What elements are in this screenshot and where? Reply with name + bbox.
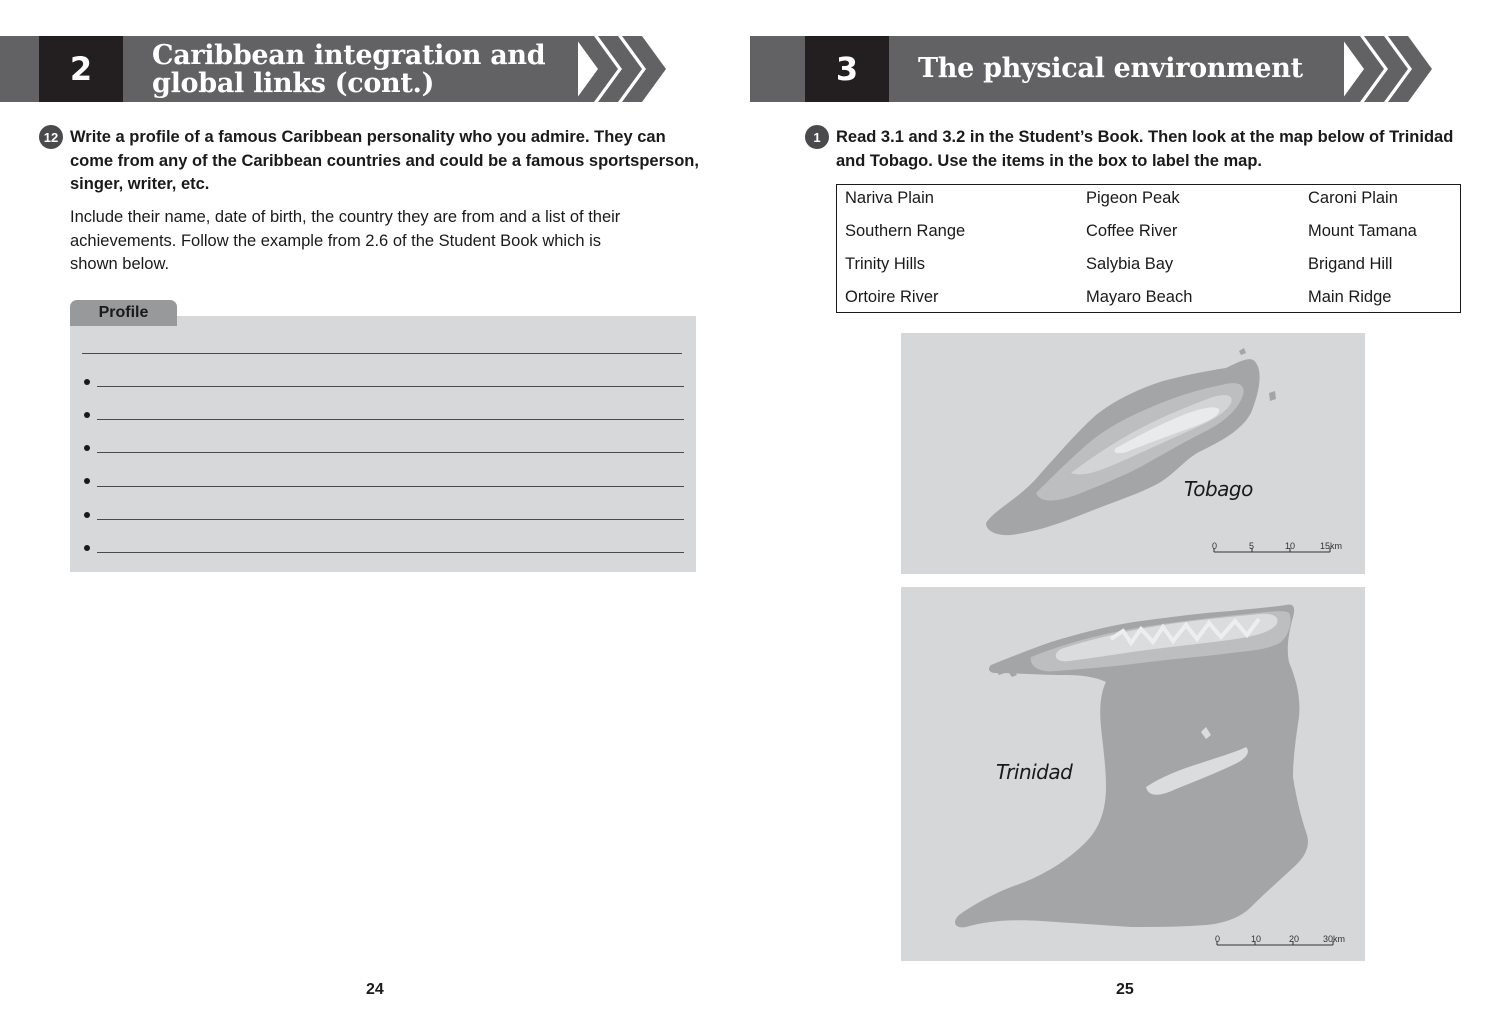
word-item: Caroni Plain	[1308, 189, 1398, 207]
page-number-left: 24	[366, 981, 384, 998]
scale-label: 0	[1215, 934, 1221, 944]
instruction-line: shown below.	[70, 255, 170, 273]
bullet	[84, 545, 90, 551]
trinidad-map	[901, 587, 1365, 961]
chevron-arrows-left	[574, 36, 666, 102]
chapter-title-line1: Caribbean integration and	[152, 40, 546, 71]
bullet	[84, 379, 90, 385]
tobago-island-shape	[901, 333, 1365, 574]
instruction-line: Include their name, date of birth, the country they are from and a list of their	[70, 208, 621, 226]
word-item: Mayaro Beach	[1086, 288, 1193, 306]
chapter-number-left: 2	[39, 36, 123, 102]
bullet	[84, 412, 90, 418]
trinidad-label: Trinidad	[996, 760, 1073, 784]
instruction-text	[70, 206, 710, 277]
question-line: singer, writer, etc.	[70, 175, 210, 193]
profile-name-line[interactable]	[82, 353, 682, 354]
chevron-arrows-right	[1340, 36, 1432, 102]
question-line: come from any of the Caribbean countries and could be a famous sportsperson,	[70, 151, 699, 170]
word-item: Southern Range	[845, 222, 966, 240]
word-item: Ortoire River	[845, 288, 939, 306]
word-item: Pigeon Peak	[1086, 189, 1180, 207]
question-number-badge-left: 12	[39, 125, 63, 149]
tobago-map	[901, 333, 1365, 574]
profile-achievement-line[interactable]	[97, 452, 684, 453]
scale-label: 15km	[1320, 541, 1343, 551]
scale-label: 5	[1249, 541, 1255, 551]
bullet	[84, 445, 90, 451]
scale-label: 10	[1285, 541, 1296, 551]
tobago-label: Tobago	[1184, 477, 1253, 501]
question-number-badge-right: 1	[805, 125, 829, 149]
word-item: Brigand Hill	[1308, 255, 1393, 273]
question-line: Write a profile of a famous Caribbean personality who you admire. They can	[70, 128, 666, 146]
instruction-line: achievements. Follow the example from 2.6 of the Student Book which is	[70, 231, 602, 250]
profile-achievement-line[interactable]	[97, 519, 684, 520]
trinidad-island-shape	[901, 587, 1365, 961]
profile-achievement-line[interactable]	[97, 486, 684, 487]
question-text-right	[836, 126, 1476, 173]
bullet	[84, 512, 90, 518]
scale-label: 0	[1212, 541, 1218, 551]
chapter-title-line2: global links (cont.)	[152, 68, 435, 99]
scale-label: 20	[1289, 934, 1300, 944]
profile-achievement-line[interactable]	[97, 552, 684, 553]
chapter-number-right: 3	[805, 36, 889, 102]
scale-label: 10	[1251, 934, 1262, 944]
question-text-left	[70, 126, 710, 197]
word-item: Mount Tamana	[1308, 222, 1417, 240]
chapter-title-left	[152, 42, 545, 98]
word-item: Main Ridge	[1308, 288, 1392, 306]
profile-tab-label: Profile	[70, 300, 177, 326]
question-line: Read 3.1 and 3.2 in the Student’s Book. Then look at the map below of Trinidad	[836, 128, 1454, 146]
word-item: Nariva Plain	[845, 189, 934, 207]
profile-box	[70, 316, 696, 572]
question-line: and Tobago. Use the items in the box to label the map.	[836, 151, 1262, 170]
page-number-right: 25	[1116, 981, 1134, 998]
profile-achievement-line[interactable]	[97, 386, 684, 387]
chapter-title-right: The physical environment	[918, 53, 1303, 84]
profile-achievement-line[interactable]	[97, 419, 684, 420]
scale-label: 30km	[1323, 934, 1346, 944]
word-item: Trinity Hills	[845, 255, 926, 273]
bullet	[84, 478, 90, 484]
word-item: Salybia Bay	[1086, 255, 1174, 273]
word-item: Coffee River	[1086, 222, 1178, 240]
